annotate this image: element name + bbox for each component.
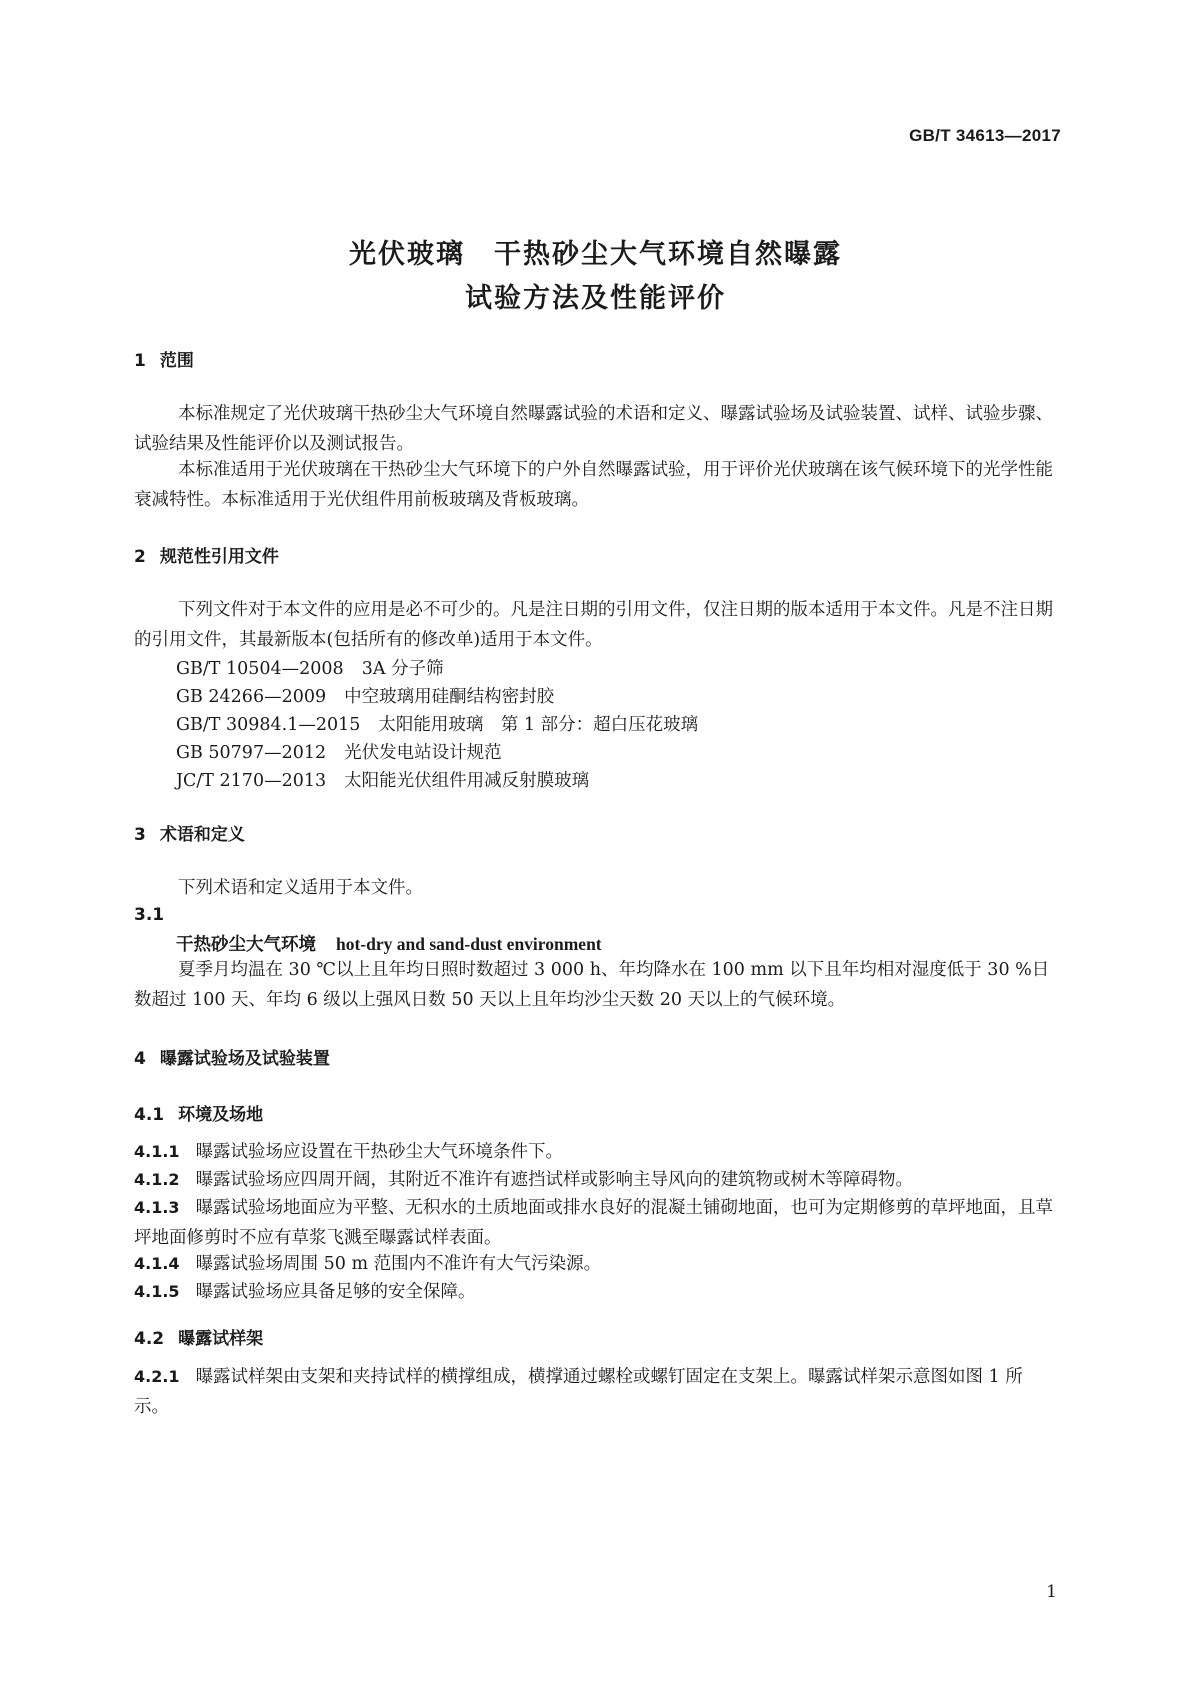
section-4-1-heading	[134, 1100, 263, 1125]
section-number: 3	[134, 825, 146, 845]
reference-item	[176, 655, 444, 680]
section-title: 曝露试验场及试验装置	[159, 1049, 330, 1069]
clause	[134, 1193, 1056, 1253]
term-chinese: 干热砂尘大气环境	[176, 935, 316, 955]
section-1-paragraph-2: 本标准适用于光伏玻璃在干热砂尘大气环境下的户外自然曝露试验，用于评价光伏玻璃在该气候环境下的光学性能衰减特性。本标准适用于光伏组件用前板玻璃及背板玻璃。	[134, 460, 1053, 510]
term-number: 3.1	[134, 905, 165, 925]
clause-text: 曝露试验场应具备足够的安全保障。	[195, 1282, 476, 1302]
clause	[134, 1137, 1056, 1167]
clause-number: 4.2.1	[134, 1367, 180, 1386]
clause-number: 4.1.1	[134, 1142, 180, 1161]
clause-text: 曝露试验场应设置在干热砂尘大气环境条件下。	[195, 1142, 564, 1162]
reference-code: GB 50797—2012	[176, 743, 327, 763]
reference-item	[176, 683, 554, 708]
reference-code: GB/T 10504—2008	[176, 659, 344, 679]
clause-number: 4.1.5	[134, 1282, 180, 1301]
term-definition: 夏季月均温在 30 ℃以上且年均日照时数超过 3 000 h、年均降水在 100 mm 以下且年均相对湿度低于 30 %日数超过 100 天、年均 6 级以上强风日数 50 天以上且年均沙尘天数 20 天以上的气候环境。	[134, 960, 1050, 1010]
reference-name: 3A 分子筛	[361, 659, 444, 679]
clause-number: 4.1.3	[134, 1198, 180, 1217]
section-title: 环境及场地	[178, 1105, 264, 1125]
section-3-paragraph-1: 下列术语和定义适用于本文件。	[178, 878, 423, 898]
clause-text: 曝露试验场地面应为平整、无积水的土质地面或排水良好的混凝土铺砌地面，也可为定期修剪的草坪地面，且草坪地面修剪时不应有草浆飞溅至曝露试样表面。	[134, 1198, 1054, 1248]
document-title-line-1: 光伏玻璃 干热砂尘大气环境自然曝露	[349, 239, 842, 270]
section-1-paragraph-1: 本标准规定了光伏玻璃干热砂尘大气环境自然曝露试验的术语和定义、曝露试验场及试验装置、试样、试验步骤、试验结果及性能评价以及测试报告。	[134, 404, 1053, 454]
clause-number: 4.1.4	[134, 1254, 180, 1273]
section-number: 4.2	[134, 1329, 165, 1349]
page-number: 1	[1046, 1582, 1057, 1602]
document-title-line-2: 试验方法及性能评价	[465, 283, 726, 314]
clause	[134, 1165, 1056, 1195]
section-number: 4.1	[134, 1105, 165, 1125]
section-4-2-heading	[134, 1324, 263, 1349]
reference-name: 中空玻璃用硅酮结构密封胶	[344, 687, 555, 707]
reference-name: 光伏发电站设计规范	[344, 743, 502, 763]
section-4-heading	[134, 1044, 330, 1069]
reference-code: GB 24266—2009	[176, 687, 327, 707]
clause-text: 曝露试验场应四周开阔，其附近不准许有遮挡试样或影响主导风向的建筑物或树木等障碍物。	[195, 1170, 914, 1190]
section-title: 规范性引用文件	[159, 547, 279, 567]
reference-item	[176, 767, 589, 792]
section-3-heading	[134, 820, 245, 845]
section-1-heading	[134, 346, 194, 371]
reference-code: GB/T 30984.1—2015	[176, 715, 361, 735]
section-2-paragraph-1: 下列文件对于本文件的应用是必不可少的。凡是注日期的引用文件，仅注日期的版本适用于本文件。凡是不注日期的引用文件，其最新版本(包括所有的修改单)适用于本文件。	[134, 600, 1053, 650]
term-heading	[176, 931, 602, 956]
section-title: 曝露试样架	[178, 1329, 264, 1349]
clause-text: 曝露试样架由支架和夹持试样的横撑组成，横撑通过螺栓或螺钉固定在支架上。曝露试样架示意图如图 1 所示。	[134, 1367, 1023, 1417]
clause-number: 4.1.2	[134, 1170, 180, 1189]
section-title: 术语和定义	[159, 825, 245, 845]
section-number: 2	[134, 547, 146, 567]
reference-name: 太阳能用玻璃 第 1 部分：超白压花玻璃	[378, 715, 699, 735]
clause	[134, 1277, 1056, 1307]
clause-text: 曝露试验场周围 50 m 范围内不准许有大气污染源。	[195, 1254, 602, 1274]
standard-number: GB/T 34613—2017	[909, 126, 1061, 145]
section-2-heading	[134, 542, 279, 567]
section-number: 4	[134, 1049, 146, 1069]
section-title: 范围	[159, 351, 194, 371]
clause	[134, 1362, 1056, 1422]
reference-code: JC/T 2170—2013	[176, 771, 327, 791]
clause	[134, 1249, 1056, 1279]
term-english: hot-dry and sand-dust environment	[336, 934, 602, 954]
reference-name: 太阳能光伏组件用减反射膜玻璃	[344, 771, 590, 791]
reference-item	[176, 711, 698, 736]
reference-item	[176, 739, 502, 764]
section-number: 1	[134, 351, 146, 371]
